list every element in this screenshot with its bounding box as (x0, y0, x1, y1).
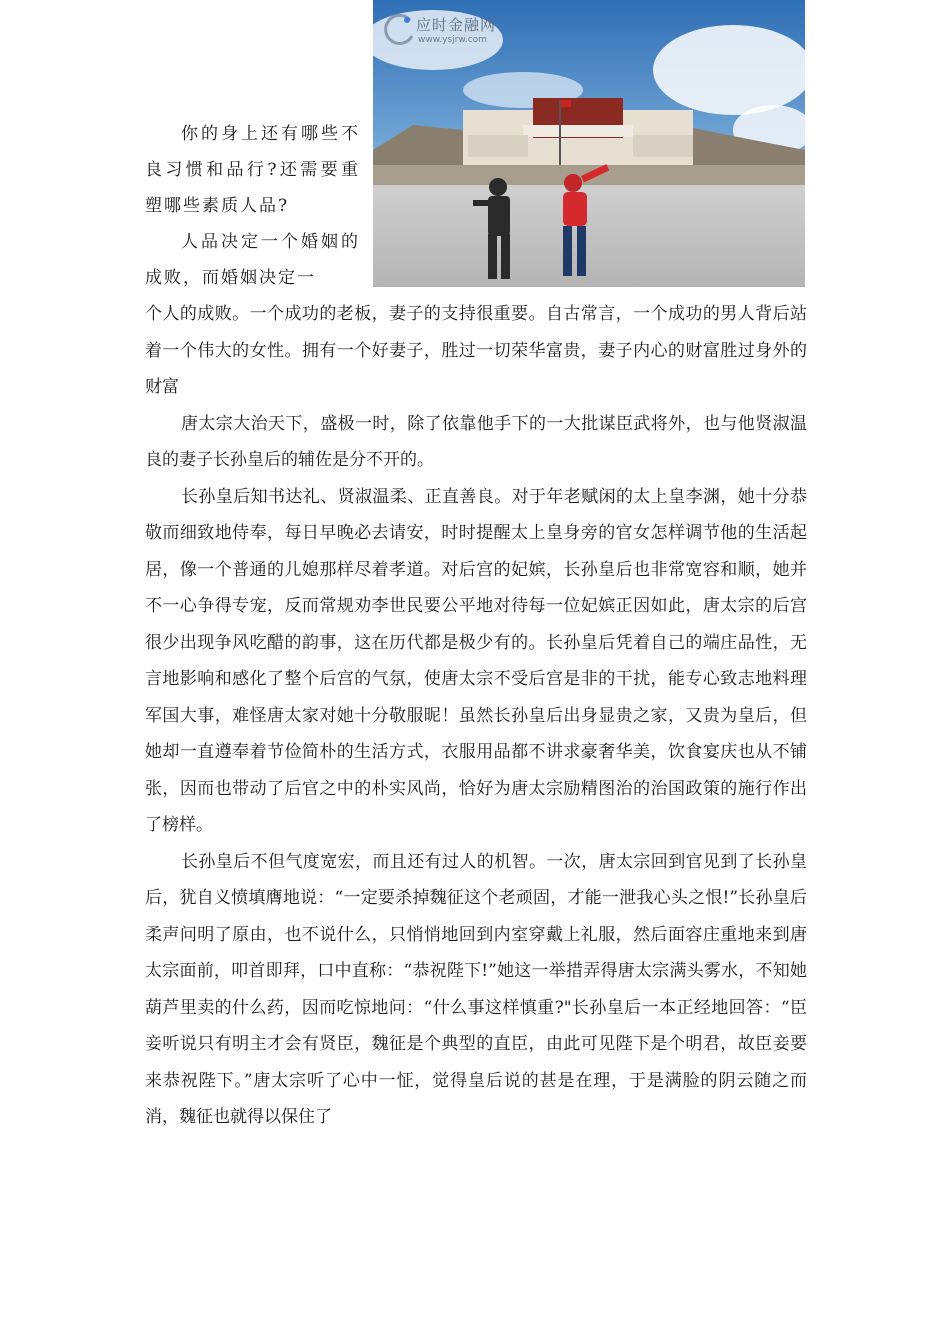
paragraph-continuation: 个人的成败。一个成功的老板，妻子的支持很重要。自古常言，一个成功的男人背后站着一个伟大的女性。拥有一个好妻子，胜过一切荣华富贵，妻子内心的财富胜过身外的财富 (145, 304, 807, 397)
paragraph-taizong: 唐太宗大治天下，盛极一时，除了依靠他手下的一大批谋臣武将外，也与他贤淑温良的妻子长孙皇后的辅佐是分不开的。 (145, 413, 807, 470)
paragraph-empress-virtue: 长孙皇后知书达礼、贤淑温柔、正直善良。对于年老赋闲的太上皇李渊，她十分恭敬而细致地侍奉，每日早晚必去请安，时时提醒太上皇身旁的官女怎样调节他的生活起居，像一个普通的儿媳那样尽着孝道。对后宫的妃嫔，长孙皇后也非常宽容和顺，她并不一心争得专宠，反而常规劝李世民要公平地对待每一位妃嫔正因如此，唐太宗的后宫很少出现争风吃醋的韵事，这在历代都是极少有的。长孙皇后凭着自己的端庄品性，无言地影响和感化了整个后宫的气氛，使唐太宗不受后宫是非的干扰，能专心致志地料理军国大事，难怪唐太家对她十分敬服昵！虽然长孙皇后出身显贵之家，又贵为皇后，但她却一直遵奉着节俭简朴的生活方式，衣服用品都不讲求豪奢华美，饮食宴庆也从不铺张，因而也带动了后官之中的朴实风尚，恰好为唐太宗励精图治的治国政策的施行作出了榜样。 (145, 486, 807, 835)
watermark (380, 10, 520, 54)
paragraph-character-intro: 人品决定一个婚姻的成败，而婚姻决定一 (145, 232, 360, 288)
paragraph-empress-wit: 长孙皇后不但气度宽宏，而且还有过人的机智。一次，唐太宗回到官见到了长孙皇后，犹自义愤填膺地说：“一定要杀掉魏征这个老顽固，才能一泄我心头之恨!”长孙皇后柔声问明了原由，也不说什么，只悄悄地回到内室穿戴上礼服，然后面容庄重地来到唐太宗面前，叩首即拜，口中直称：“恭祝陛下!”她这一举措弄得唐太宗满头雾水，不知她葫芦里卖的什么药，因而吃惊地问：“什么事这样慎重?"长孙皇后一本正经地回答：“臣妾听说只有明主才会有贤臣，魏征是个典型的直臣，由此可见陛下是个明君，故臣妾要来恭祝陛下。”唐太宗听了心中一怔，觉得皇后说的甚是在理，于是满脸的阴云随之而消，魏征也就得以保住了 (145, 851, 807, 1127)
watermark-url: www.ysjrw.com (418, 35, 487, 45)
watermark-logo-icon (380, 12, 416, 48)
watermark-title: 应时金融网 (416, 16, 497, 34)
side-text-column (145, 116, 360, 296)
paragraph-question: 你的身上还有哪些不良习惯和品行?还需要重塑哪些素质人品? (145, 124, 360, 216)
main-text-body (145, 296, 807, 1136)
